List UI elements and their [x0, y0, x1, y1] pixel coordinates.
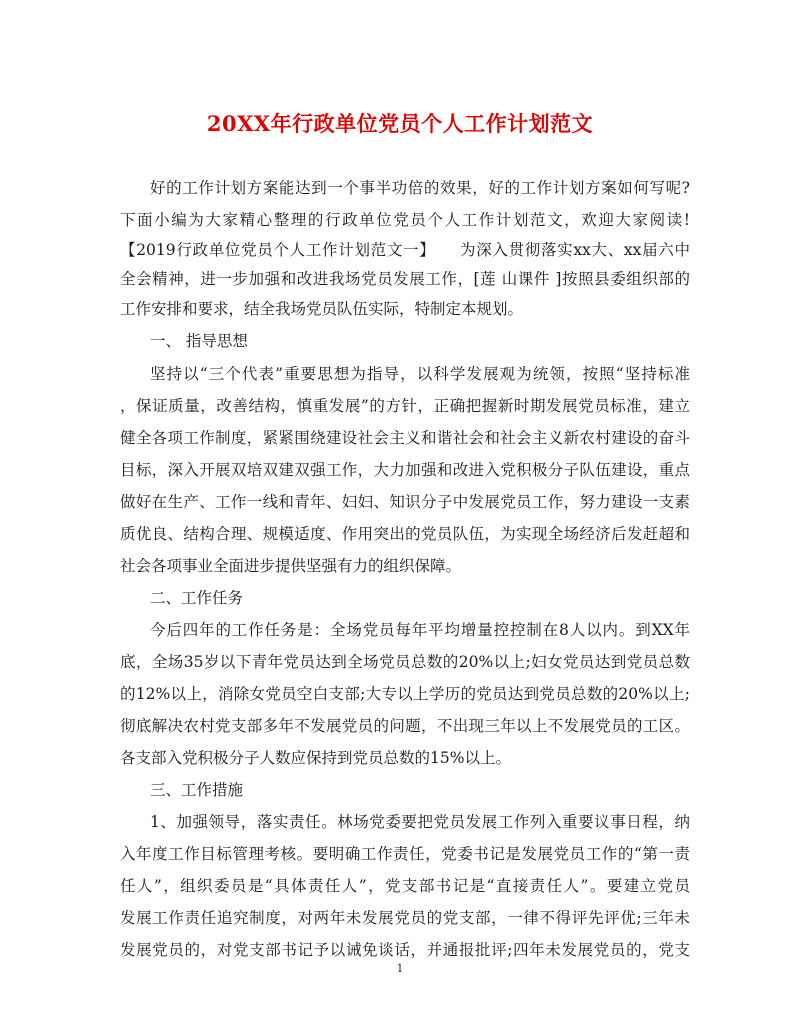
text-line: 质优良、结构合理、规模适度、作用突出的党员队伍，为实现全场经济后发赶超和 [120, 525, 690, 543]
text-line: 各支部入党积极分子人数应保持到党员总数的15%以上。 [120, 749, 511, 767]
text-line: 【2019行政单位党员个人工作计划范文一】 为深入贯彻落实xx大、xx届六中 [120, 241, 690, 259]
text-line: 坚持以“三个代表”重要思想为指导，以科学发展观为统领，按照“坚持标准 [150, 365, 690, 383]
document-title: 20XX年行政单位党员个人工作计划范文 [206, 111, 594, 136]
text-line: 彻底解决农村党支部多年不发展党员的问题，不出现三年以上不发展党员的工区。 [120, 717, 690, 735]
text-line: ，保证质量，改善结构，慎重发展”的方针，正确把握新时期发展党员标准，建立 [120, 397, 690, 415]
text-line: 好的工作计划方案能达到一个事半功倍的效果，好的工作计划方案如何写呢? [150, 179, 690, 197]
text-line: 发展党员的，对党支部书记予以诫免谈话，并通报批评;四年未发展党员的，党支 [120, 941, 690, 959]
text-line: 发展工作责任追究制度，对两年未发展党员的党支部，一律不得评先评优;三年未 [120, 909, 690, 927]
text-line: 今后四年的工作任务是：全场党员每年平均增量控控制在8人以内。到XX年 [150, 621, 690, 639]
text-line: 工作安排和要求，结全我场党员队伍实际，特制定本规划。 [120, 300, 524, 318]
section-heading: 一、 指导思想 [150, 332, 248, 350]
text-line: 下面小编为大家精心整理的行政单位党员个人工作计划范文，欢迎大家阅读! [120, 211, 690, 229]
text-line: 健全各项工作制度，紧紧围绕建设社会主义和谐社会和社会主义新农村建设的奋斗 [120, 429, 690, 447]
page-number: 1 [396, 962, 404, 975]
text-line: 任人”，组织委员是“具体责任人”，党支部书记是“直接责任人”。要建立党员 [120, 877, 690, 895]
text-line: 社会各项事业全面进步提供坚强有力的组织保障。 [120, 557, 462, 575]
text-line: 目标，深入开展双培双建双强工作，大力加强和改进入党积极分子队伍建设，重点 [120, 461, 690, 479]
text-line: 做好在生产、工作一线和青年、妇妇、知识分子中发展党员工作，努力建设一支素 [120, 493, 690, 511]
section-heading: 三、工作措施 [150, 781, 244, 799]
text-line: 的12%以上，消除女党员空白支部;大专以上学历的党员达到党员总数的20%以上; [120, 685, 690, 703]
text-line: 入年度工作目标管理考核。要明确工作责任，党委书记是发展党员工作的“第一责 [120, 845, 690, 863]
section-heading: 二、工作任务 [150, 589, 244, 607]
text-line: 1、加强领导，落实责任。林场党委要把党员发展工作列入重要议事日程，纳 [150, 813, 690, 831]
text-line: 全会精神，进一步加强和改进我场党员发展工作，[莲 山课件 ]按照县委组织部的 [120, 270, 690, 288]
text-line: 底，全场35岁以下青年党员达到全场党员总数的20%以上;妇女党员达到党员总数 [120, 653, 690, 671]
